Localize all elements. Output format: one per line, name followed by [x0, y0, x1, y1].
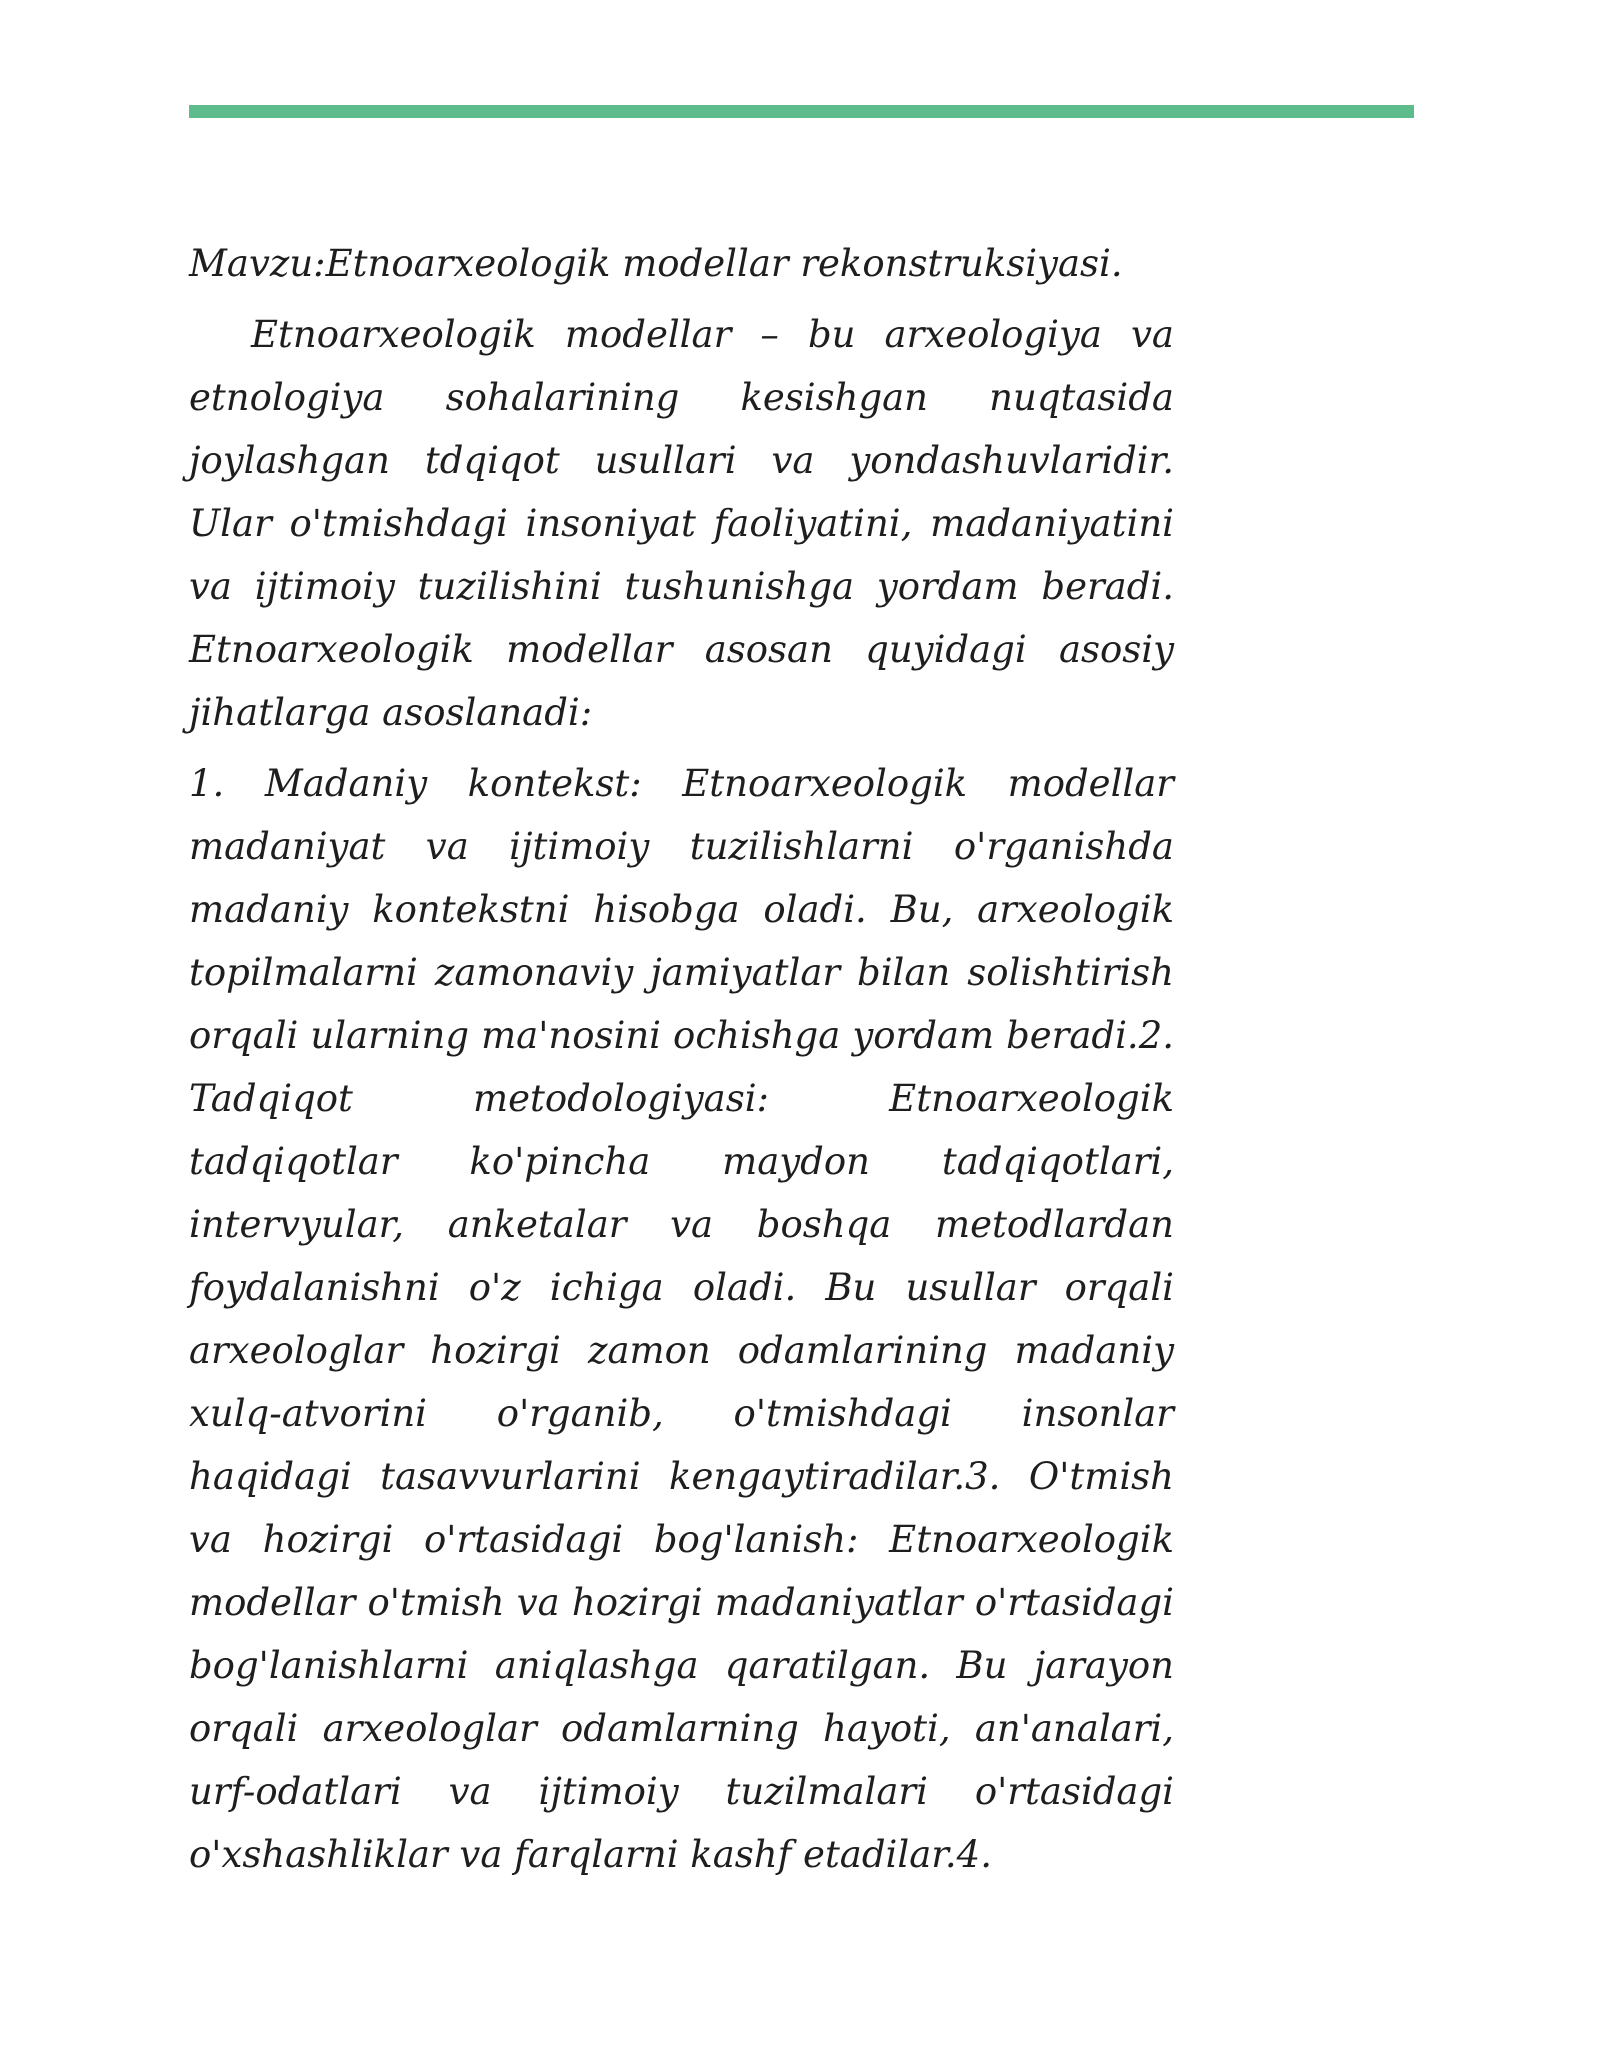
document-body [189, 232, 1174, 1886]
topic-heading: Mavzu:Etnoarxeologik modellar rekonstruksiyasi. [189, 242, 1123, 285]
header-accent-rule [189, 105, 1414, 118]
intro-paragraph: Etnoarxeologik modellar – bu arxeologiya va etnologiya sohalarining kesishgan nuqtasida joylashgan tdqiqot usullari va yondashuvlaridir. Ular o'tmishdagi insoniyat faoliyatini, madaniyatini va ijtimoiy tuzilishini tushunishga yordam beradi. Etnoarxeologik modellar asosan quyidagi asosiy jihatlarga asoslanadi: [189, 313, 1174, 734]
numbered-points-paragraph: 1. Madaniy kontekst: Etnoarxeologik modellar madaniyat va ijtimoiy tuzilishlarni o'rganishda madaniy kontekstni hisobga oladi. Bu, arxeologik topilmalarni zamonaviy jamiyatlar bilan solishtirish orqali ularning ma'nosini ochishga yordam beradi.2. Tadqiqot metodologiyasi: Etnoarxeologik tadqiqotlar ko'pincha maydon tadqiqotlari, intervyular, anketalar va boshqa metodlardan foydalanishni o'z ichiga oladi. Bu usullar orqali arxeologlar hozirgi zamon odamlarining madaniy xulq-atvorini o'rganib, o'tmishdagi insonlar haqidagi tasavvurlarini kengaytiradilar.3. O'tmish va hozirgi o'rtasidagi bog'lanish: Etnoarxeologik modellar o'tmish va hozirgi madaniyatlar o'rtasidagi bog'lanishlarni aniqlashga qaratilgan. Bu jarayon orqali arxeologlar odamlarning hayoti, an'analari, urf-odatlari va ijtimoiy tuzilmalari o'rtasidagi o'xshashliklar va farqlarni kashf etadilar.4. [189, 762, 1174, 1876]
